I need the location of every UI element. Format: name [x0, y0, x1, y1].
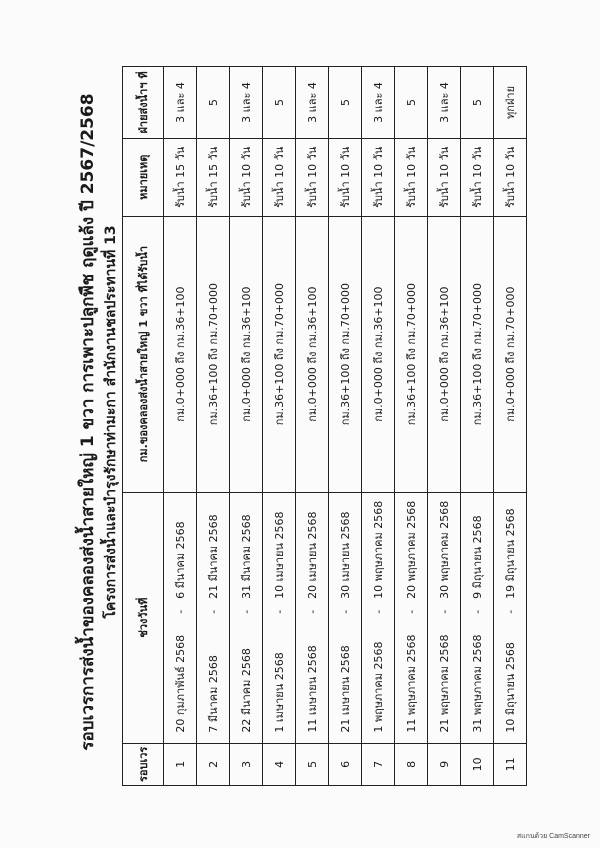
km-range-cell: กม.36+100 ถึง กม.70+000 [263, 216, 296, 492]
table-row [395, 67, 428, 786]
document-subtitle: โครงการส่งน้ำและบำรุงรักษาท่ามะกา สำนักงานชลประทานที่ 13 [103, 225, 119, 619]
division-cell: 5 [395, 67, 428, 139]
round-cell: 6 [329, 743, 362, 785]
round-cell: 2 [197, 743, 230, 785]
start-date-cell: 1 เมษายน 2568 [263, 622, 296, 744]
km-range-cell: กม.0+000 ถึง กม.36+100 [230, 216, 263, 492]
division-cell: 5 [197, 67, 230, 139]
note-cell: รับน้ำ 10 วัน [329, 138, 362, 216]
header-division: ฝ่ายส่งน้ำฯ ที่ [123, 67, 164, 139]
rotated-document [60, 42, 540, 802]
start-date-cell: 22 มีนาคม 2568 [230, 622, 263, 744]
round-cell: 11 [494, 743, 527, 785]
start-date-cell: 10 มิถุนายน 2568 [494, 622, 527, 744]
date-separator: - [428, 602, 461, 622]
division-cell: 3 และ 4 [296, 67, 329, 139]
end-date-cell: 31 มีนาคม 2568 [230, 492, 263, 602]
round-cell: 3 [230, 743, 263, 785]
round-cell: 7 [362, 743, 395, 785]
table-header-row [123, 67, 164, 786]
start-date-cell: 20 กุมภาพันธ์ 2568 [164, 622, 197, 744]
end-date-cell: 30 เมษายน 2568 [329, 492, 362, 602]
start-date-cell: 11 พฤษภาคม 2568 [395, 622, 428, 744]
km-range-cell: กม.0+000 ถึง กม.70+000 [494, 216, 527, 492]
schedule-table [122, 66, 527, 786]
end-date-cell: 10 เมษายน 2568 [263, 492, 296, 602]
km-range-cell: กม.36+100 ถึง กม.70+000 [329, 216, 362, 492]
round-cell: 9 [428, 743, 461, 785]
start-date-cell: 21 เมษายน 2568 [329, 622, 362, 744]
camscanner-watermark: สแกนด้วย CamScanner [516, 833, 590, 840]
start-date-cell: 31 พฤษภาคม 2568 [461, 622, 494, 744]
note-cell: รับน้ำ 10 วัน [263, 138, 296, 216]
start-date-cell: 1 พฤษภาคม 2568 [362, 622, 395, 744]
date-separator: - [461, 602, 494, 622]
note-cell: รับน้ำ 10 วัน [362, 138, 395, 216]
table-row [164, 67, 197, 786]
division-cell: 3 และ 4 [230, 67, 263, 139]
end-date-cell: 10 พฤษภาคม 2568 [362, 492, 395, 602]
km-range-cell: กม.0+000 ถึง กม.36+100 [296, 216, 329, 492]
round-cell: 5 [296, 743, 329, 785]
round-cell: 10 [461, 743, 494, 785]
km-range-cell: กม.36+100 ถึง กม.70+000 [461, 216, 494, 492]
km-range-cell: กม.0+000 ถึง กม.36+100 [362, 216, 395, 492]
division-cell: 3 และ 4 [428, 67, 461, 139]
round-cell: 8 [395, 743, 428, 785]
table-row [461, 67, 494, 786]
date-separator: - [329, 602, 362, 622]
date-separator: - [362, 602, 395, 622]
division-cell: 3 และ 4 [164, 67, 197, 139]
note-cell: รับน้ำ 10 วัน [395, 138, 428, 216]
start-date-cell: 7 มีนาคม 2568 [197, 622, 230, 744]
note-cell: รับน้ำ 10 วัน [494, 138, 527, 216]
note-cell: รับน้ำ 15 วัน [164, 138, 197, 216]
end-date-cell: 6 มีนาคม 2568 [164, 492, 197, 602]
end-date-cell: 20 พฤษภาคม 2568 [395, 492, 428, 602]
end-date-cell: 20 เมษายน 2568 [296, 492, 329, 602]
note-cell: รับน้ำ 10 วัน [296, 138, 329, 216]
date-separator: - [296, 602, 329, 622]
header-note: หมายเหตุ [123, 138, 164, 216]
division-cell: 5 [461, 67, 494, 139]
date-separator: - [164, 602, 197, 622]
km-range-cell: กม.0+000 ถึง กม.36+100 [428, 216, 461, 492]
table-row [362, 67, 395, 786]
end-date-cell: 21 มีนาคม 2568 [197, 492, 230, 602]
end-date-cell: 19 มิถุนายน 2568 [494, 492, 527, 602]
date-separator: - [230, 602, 263, 622]
table-row [230, 67, 263, 786]
note-cell: รับน้ำ 15 วัน [197, 138, 230, 216]
km-range-cell: กม.0+000 ถึง กม.36+100 [164, 216, 197, 492]
division-cell: ทุกฝ่าย [494, 67, 527, 139]
km-range-cell: กม.36+100 ถึง กม.70+000 [197, 216, 230, 492]
date-separator: - [263, 602, 296, 622]
document-title: รอบเวรการส่งน้ำของคลองส่งน้ำสายใหญ่ 1 ขวา การเพาะปลูกพืช ฤดูแล้ง ปี 2567/2568 [78, 93, 98, 751]
round-cell: 4 [263, 743, 296, 785]
date-separator: - [494, 602, 527, 622]
km-range-cell: กม.36+100 ถึง กม.70+000 [395, 216, 428, 492]
note-cell: รับน้ำ 10 วัน [428, 138, 461, 216]
date-separator: - [197, 602, 230, 622]
date-separator: - [395, 602, 428, 622]
division-cell: 3 และ 4 [362, 67, 395, 139]
note-cell: รับน้ำ 10 วัน [461, 138, 494, 216]
header-round: รอบเวร [123, 743, 164, 785]
table-row [428, 67, 461, 786]
round-cell: 1 [164, 743, 197, 785]
end-date-cell: 30 พฤษภาคม 2568 [428, 492, 461, 602]
start-date-cell: 11 เมษายน 2568 [296, 622, 329, 744]
table-row [296, 67, 329, 786]
note-cell: รับน้ำ 10 วัน [230, 138, 263, 216]
division-cell: 5 [263, 67, 296, 139]
table-row [197, 67, 230, 786]
table-row [263, 67, 296, 786]
start-date-cell: 21 พฤษภาคม 2568 [428, 622, 461, 744]
header-km: กม.ของคลองส่งน้ำสายใหญ่ 1 ขวา ที่ได้รับน้ำ [123, 216, 164, 492]
division-cell: 5 [329, 67, 362, 139]
table-row [329, 67, 362, 786]
table-row [494, 67, 527, 786]
end-date-cell: 9 มิถุนายน 2568 [461, 492, 494, 602]
header-period: ช่วงวันที่ [123, 492, 164, 743]
